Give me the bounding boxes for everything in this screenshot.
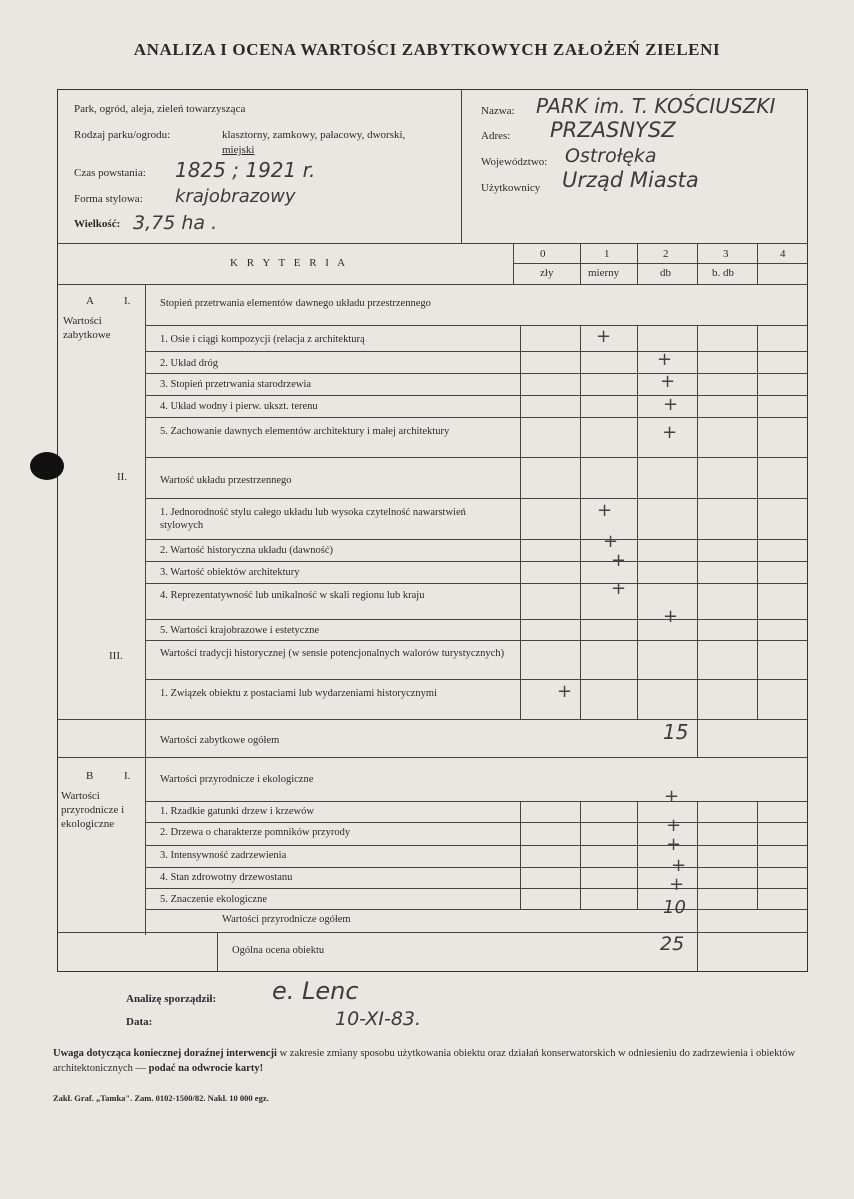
divider — [145, 867, 808, 868]
divider — [57, 719, 808, 720]
divider — [145, 583, 808, 584]
score-1-word: mierny — [588, 267, 620, 279]
divider — [145, 679, 808, 680]
style-label: Forma stylowa: — [74, 193, 143, 205]
divider — [145, 561, 808, 562]
divider — [145, 325, 808, 326]
b1-item-2: 2. Drzewa o charakterze pomników przyrody — [160, 827, 351, 838]
mark-a1-4: + — [663, 394, 679, 415]
overall-label: Ogólna ocena obiektu — [232, 945, 325, 956]
note-bold-2: podać na odwrocie karty! — [148, 1063, 264, 1074]
divider — [57, 243, 808, 244]
section-b-letter: B — [86, 770, 94, 782]
mark-a2-1: + — [597, 500, 613, 521]
intervention-note — [53, 1046, 813, 1076]
users-label: Użytkownicy — [481, 182, 541, 194]
name-value: PARK im. T. KOŚCIUSZKI — [536, 94, 776, 118]
mark-a1-5: + — [662, 422, 678, 443]
a2-item-3: 3. Wartość obiektów architektury — [160, 567, 300, 578]
divider — [513, 263, 808, 264]
section-b-roman-1: I. — [124, 770, 131, 782]
a3-item-1: 1. Związek obiektu z postaciami lub wydarzeniami historycznymi — [160, 688, 437, 699]
divider — [637, 325, 638, 719]
style-value: krajobrazowy — [175, 186, 296, 207]
park-kind-options: klasztorny, zamkowy, pałacowy, dworski, — [222, 129, 406, 141]
mark-b1-0: + — [664, 786, 680, 807]
overall-value: 25 — [660, 933, 685, 955]
divider — [145, 845, 808, 846]
section-b-name: Wartości przyrodnicze i ekologiczne — [61, 790, 125, 830]
mark-b1-2b: + — [666, 834, 682, 855]
score-3-num: 3 — [723, 248, 729, 260]
divider — [145, 498, 808, 499]
divider — [57, 284, 808, 285]
mark-a1-3: + — [660, 371, 676, 392]
a2-item-1: 1. Jednorodność stylu całego układu lub wysoka czytelność nawarstwień stylowych — [160, 507, 466, 531]
divider — [145, 801, 808, 802]
divider — [757, 801, 758, 909]
section-a-name: Wartości zabytkowe — [63, 315, 111, 341]
a2-item-5: 5. Wartości krajobrazowe i estetyczne — [160, 625, 320, 636]
size-label: Wielkość: — [74, 218, 121, 230]
divider — [697, 801, 698, 972]
divider — [145, 373, 808, 374]
mark-a3-1: + — [557, 681, 573, 702]
ink-blot — [30, 452, 64, 480]
score-2-word: db — [660, 267, 671, 279]
divider — [145, 351, 808, 352]
divider — [217, 932, 218, 972]
divider — [145, 619, 808, 620]
mark-b1-4: + — [669, 874, 685, 895]
created-value: 1825 ; 1921 r. — [175, 158, 316, 182]
score-3-word: b. db — [712, 267, 734, 279]
prepared-signature: e. Lenc — [272, 977, 359, 1005]
b1-group-title: Wartości przyrodnicze i ekologiczne — [160, 774, 314, 785]
park-type-label: Park, ogród, aleja, zieleń towarzysząca — [74, 103, 246, 115]
users-value: Urząd Miasta — [562, 168, 699, 192]
prepared-label: Analizę sporządził: — [126, 993, 217, 1005]
divider — [580, 243, 581, 284]
mark-a2-2: + — [603, 531, 619, 552]
mark-b1-2: + — [666, 815, 682, 836]
mark-a1-1: + — [596, 326, 612, 347]
a-total-value: 15 — [663, 720, 689, 744]
voivodeship-label: Województwo: — [481, 156, 548, 168]
divider — [637, 801, 638, 909]
mark-a2-4: + — [611, 578, 627, 599]
park-kind-label: Rodzaj parku/ogrodu: — [74, 129, 171, 141]
divider — [697, 325, 698, 757]
mark-a2-3: + — [611, 550, 627, 571]
divider — [145, 284, 146, 757]
divider — [145, 539, 808, 540]
score-0-num: 0 — [540, 248, 546, 260]
note-text-1: w zakresie zmiany sposobu użytkowania obiektu oraz działań konserwatorskich w odniesieniu do zadrzewienia i obiektów architektonicznych — — [53, 1048, 796, 1074]
divider — [757, 325, 758, 719]
date-label: Data: — [126, 1016, 153, 1028]
voivodeship-value: Ostrołęka — [565, 145, 657, 167]
name-label: Nazwa: — [481, 105, 515, 117]
divider — [520, 325, 521, 719]
divider — [145, 417, 808, 418]
a1-item-5: 5. Zachowanie dawnych elementów architektury i małej architektury — [160, 426, 450, 437]
b1-item-4: 4. Stan zdrowotny drzewostanu — [160, 872, 293, 883]
criteria-label: K R Y T E R I A — [230, 257, 349, 269]
a-total-label: Wartości zabytkowe ogółem — [160, 735, 280, 746]
divider — [461, 89, 462, 243]
created-label: Czas powstania: — [74, 167, 146, 179]
section-a-roman-1: I. — [124, 295, 131, 307]
b-total-value: 10 — [663, 897, 686, 918]
divider — [57, 757, 808, 758]
a2-item-2: 2. Wartość historyczna układu (dawność) — [160, 545, 334, 556]
divider — [145, 395, 808, 396]
divider — [520, 801, 521, 909]
mark-a2-5: + — [663, 606, 679, 627]
b-total-label: Wartości przyrodnicze ogółem — [222, 914, 351, 925]
size-value: 3,75 ha . — [133, 212, 218, 234]
section-a-roman-2: II. — [117, 471, 128, 483]
b1-item-1: 1. Rzadkie gatunki drzew i krzewów — [160, 806, 314, 817]
divider — [145, 457, 808, 458]
score-4-num: 4 — [780, 248, 786, 260]
b1-item-3: 3. Intensywność zadrzewienia — [160, 850, 287, 861]
mark-b1-3: + — [671, 855, 687, 876]
address-value: PRZASNYSZ — [550, 118, 676, 142]
address-label: Adres: — [481, 130, 511, 142]
a3-group-title: Wartości tradycji historycznej (w sensie potencjonalnych walorów turystycznych) — [160, 648, 505, 659]
a1-item-3: 3. Stopień przetrwania starodrzewia — [160, 379, 312, 390]
divider — [513, 243, 514, 284]
a2-group-title: Wartość układu przestrzennego — [160, 475, 292, 486]
score-0-word: zły — [540, 267, 554, 279]
a2-item-4: 4. Reprezentatywność lub unikalność w skali regionu lub kraju — [160, 590, 425, 601]
divider — [637, 243, 638, 284]
divider — [580, 801, 581, 909]
note-bold-1: Uwaga dotycząca koniecznej doraźnej interwencji — [53, 1048, 277, 1059]
score-2-num: 2 — [663, 248, 669, 260]
score-1-num: 1 — [604, 248, 610, 260]
divider — [145, 822, 808, 823]
divider — [145, 909, 808, 910]
a1-item-4: 4. Układ wodny i pierw. ukszt. terenu — [160, 401, 318, 412]
section-a-letter: A — [86, 295, 94, 307]
park-kind-selected: miejski — [222, 144, 255, 156]
section-a-roman-3: III. — [109, 650, 123, 662]
mark-a1-2: + — [657, 349, 673, 370]
divider — [580, 325, 581, 719]
divider — [145, 640, 808, 641]
divider — [697, 243, 698, 284]
divider — [57, 932, 808, 933]
a1-item-2: 2. Układ dróg — [160, 358, 219, 369]
divider — [145, 888, 808, 889]
divider — [757, 243, 758, 284]
page-title: ANALIZA I OCENA WARTOŚCI ZABYTKOWYCH ZAŁOŻEŃ ZIELENI — [133, 40, 721, 59]
a1-item-1: 1. Osie i ciągi kompozycji (relacja z architekturą — [160, 334, 365, 345]
date-value: 10-XI-83. — [335, 1008, 422, 1030]
a1-group-title: Stopień przetrwania elementów dawnego układu przestrzennego — [160, 298, 431, 309]
b1-item-5: 5. Znaczenie ekologiczne — [160, 894, 267, 905]
print-info: Zakł. Graf. „Tamka". Zam. 0102-1500/82. Nakł. 10 000 egz. — [53, 1093, 269, 1103]
